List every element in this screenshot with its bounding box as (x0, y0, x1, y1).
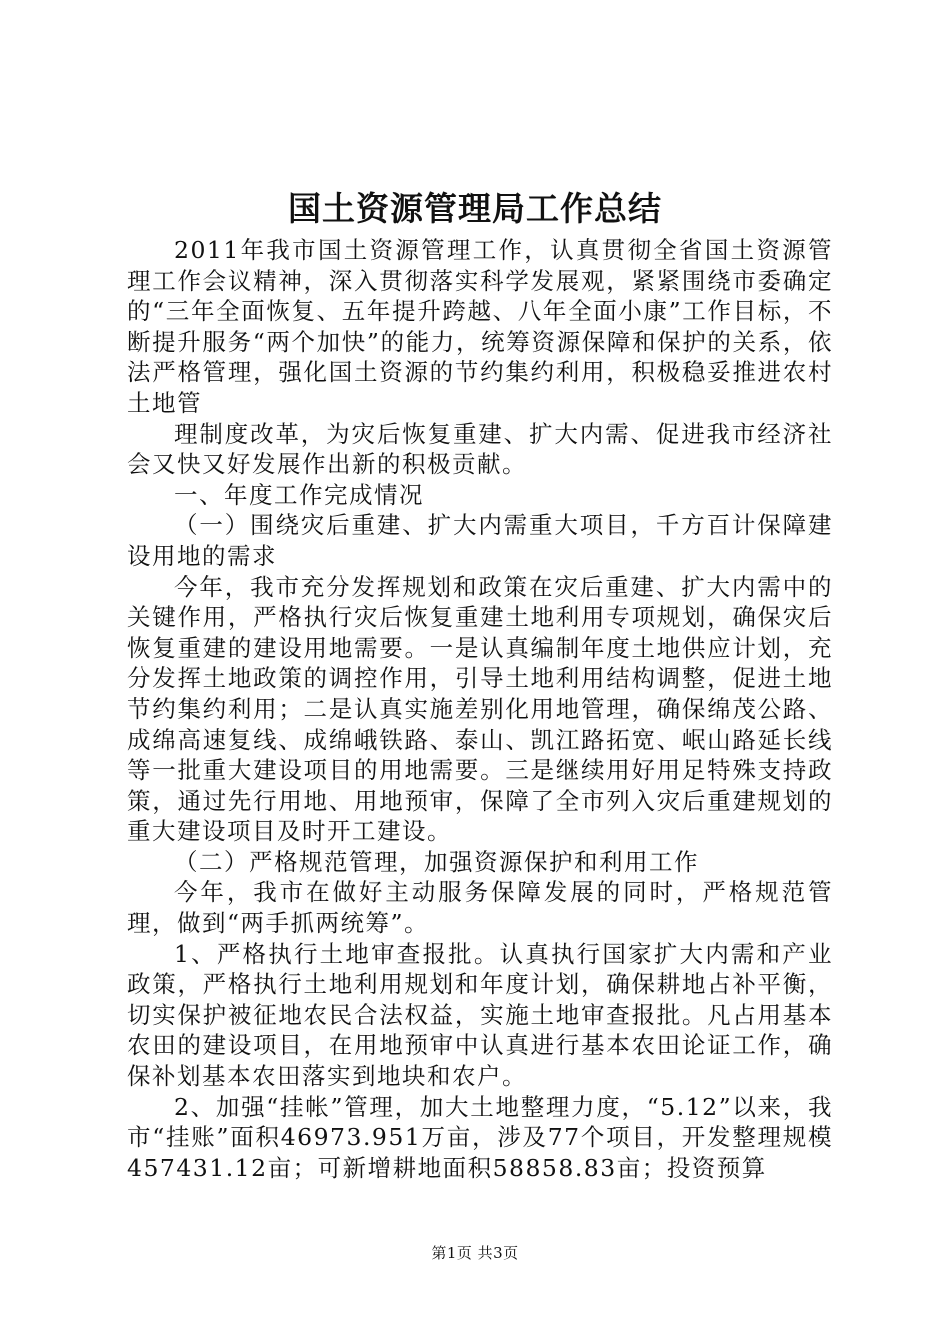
subsection-heading-2: （二）严格规范管理，加强资源保护和利用工作 (174, 847, 699, 876)
paragraph-intro-continued: 理制度改革，为灾后恢复重建、扩大内需、促进我市经济社会又快又好发展作出新的积极贡献。 (127, 419, 833, 479)
paragraph-item-1: 1、严格执行土地审查报批。认真执行国家扩大内需和产业政策，严格执行土地利用规划和年度计划，确保耕地占补平衡，切实保护被征地农民合法权益，实施土地审查报批。凡占用基本农田的建设项目，在用地预审中认真进行基本农田论证工作，确保补划基本农田落实到地块和农户。 (127, 939, 833, 1091)
document-body (127, 235, 833, 1183)
document-title: 国土资源管理局工作总结 (288, 189, 662, 228)
paragraph-construction-land: 今年，我市充分发挥规划和政策在灾后重建、扩大内需中的关键作用，严格执行灾后恢复重建土地利用专项规划，确保灾后恢复重建的建设用地需要。一是认真编制年度土地供应计划，充分发挥土地政策的调控作用，引导土地利用结构调整，促进土地节约集约利用；二是认真实施差别化用地管理，确保绵茂公路、成绵高速复线、成绵峨铁路、泰山、凯江路拓宽、岷山路延长线等一批重大建设项目的用地需要。三是继续用好用足特殊支持政策，通过先行用地、用地预审，保障了全市列入灾后重建规划的重大建设项目及时开工建设。 (127, 572, 833, 846)
paragraph-management: 今年，我市在做好主动服务保障发展的同时，严格规范管理，做到“两手抓两统筹”。 (127, 878, 833, 938)
paragraph-intro: 2011年我市国土资源管理工作，认真贯彻全省国土资源管理工作会议精神，深入贯彻落实科学发展观，紧紧围绕市委确定的“三年全面恢复、五年提升跨越、八年全面小康”工作目标，不断提升服务“两个加快”的能力，统筹资源保障和保护的关系，依法严格管理，强化国土资源的节约集约利用，积极稳妥推进农村土地管 (127, 236, 833, 417)
section-heading-1: 一、年度工作完成情况 (174, 480, 424, 509)
paragraph-item-2: 2、加强“挂帐”管理，加大土地整理力度，“5.12”以来，我市“挂账”面积46973.951万亩，涉及77个项目，开发整理规模457431.12亩；可新增耕地面积58858.83亩；投资预算 (127, 1092, 833, 1182)
page-number-footer: 第1页 共3页 (431, 1244, 519, 1262)
subsection-heading-1: （一）围绕灾后重建、扩大内需重大项目，千方百计保障建设用地的需求 (127, 511, 833, 570)
